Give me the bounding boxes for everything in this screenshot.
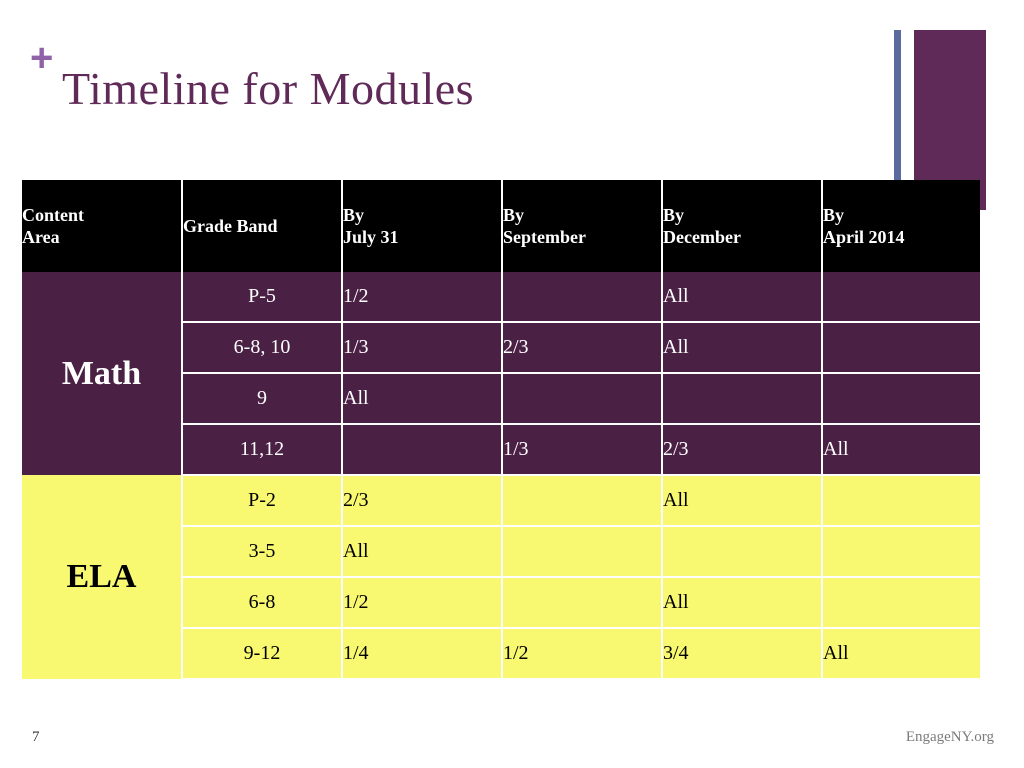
value-cell-april	[822, 577, 980, 628]
column-header-grade-band-label: Grade Band	[183, 215, 278, 236]
column-header-by-july	[342, 180, 502, 272]
grade-band-cell: P-2	[182, 475, 342, 526]
value-cell-september: 2/3	[502, 322, 662, 373]
timeline-table	[22, 180, 980, 680]
value-cell-september	[502, 526, 662, 577]
grade-band-cell: P-5	[182, 272, 342, 322]
value-cell-april: All	[822, 424, 980, 475]
table-body	[22, 272, 980, 679]
value-cell-april	[822, 272, 980, 322]
timeline-table-wrapper	[22, 180, 980, 680]
table-row	[22, 475, 980, 526]
value-cell-september	[502, 373, 662, 424]
table-row	[22, 272, 980, 322]
value-cell-september: 1/3	[502, 424, 662, 475]
column-header-by-december-line2: December	[663, 227, 741, 247]
column-header-by-april	[822, 180, 980, 272]
column-header-by-september-line2: September	[503, 227, 586, 247]
grade-band-cell: 6-8, 10	[182, 322, 342, 373]
column-header-by-december-line1: By	[663, 204, 685, 225]
table-header	[22, 180, 980, 272]
subject-label-math: Math	[22, 272, 182, 475]
value-cell-december: All	[662, 322, 822, 373]
value-cell-december: All	[662, 475, 822, 526]
value-cell-december: All	[662, 272, 822, 322]
value-cell-april	[822, 322, 980, 373]
column-header-by-july-line1: By	[343, 204, 365, 225]
column-header-by-december	[662, 180, 822, 272]
value-cell-september	[502, 577, 662, 628]
value-cell-july: All	[342, 373, 502, 424]
column-header-content-area-line2: Area	[22, 227, 60, 247]
value-cell-april	[822, 475, 980, 526]
grade-band-cell: 6-8	[182, 577, 342, 628]
value-cell-april: All	[822, 628, 980, 679]
value-cell-september	[502, 475, 662, 526]
page-number: 7	[32, 729, 40, 745]
value-cell-july: 2/3	[342, 475, 502, 526]
grade-band-cell: 9	[182, 373, 342, 424]
value-cell-april	[822, 373, 980, 424]
value-cell-december: All	[662, 577, 822, 628]
value-cell-december	[662, 526, 822, 577]
value-cell-april	[822, 526, 980, 577]
column-header-grade-band	[182, 180, 342, 272]
value-cell-july	[342, 424, 502, 475]
table-header-row	[22, 180, 980, 272]
value-cell-july: 1/2	[342, 272, 502, 322]
column-header-content-area-line1: Content	[22, 204, 84, 225]
decorative-bar-thin	[894, 30, 901, 180]
value-cell-july: 1/3	[342, 322, 502, 373]
column-header-by-april-line1: By	[823, 204, 845, 225]
column-header-by-september	[502, 180, 662, 272]
value-cell-july: 1/2	[342, 577, 502, 628]
grade-band-cell: 11,12	[182, 424, 342, 475]
plus-marker-icon: +	[30, 36, 54, 80]
value-cell-december	[662, 373, 822, 424]
value-cell-july: All	[342, 526, 502, 577]
column-header-by-september-line1: By	[503, 204, 525, 225]
value-cell-september	[502, 272, 662, 322]
value-cell-december: 2/3	[662, 424, 822, 475]
brand-label: EngageNY.org	[905, 729, 994, 745]
grade-band-cell: 9-12	[182, 628, 342, 679]
value-cell-december: 3/4	[662, 628, 822, 679]
column-header-by-july-line2: July 31	[343, 227, 399, 247]
column-header-by-april-line2: April 2014	[823, 227, 905, 247]
value-cell-september: 1/2	[502, 628, 662, 679]
value-cell-july: 1/4	[342, 628, 502, 679]
page-title: Timeline for Modules	[62, 63, 475, 114]
subject-label-ela: ELA	[22, 475, 182, 679]
column-header-content-area	[22, 180, 182, 272]
grade-band-cell: 3-5	[182, 526, 342, 577]
